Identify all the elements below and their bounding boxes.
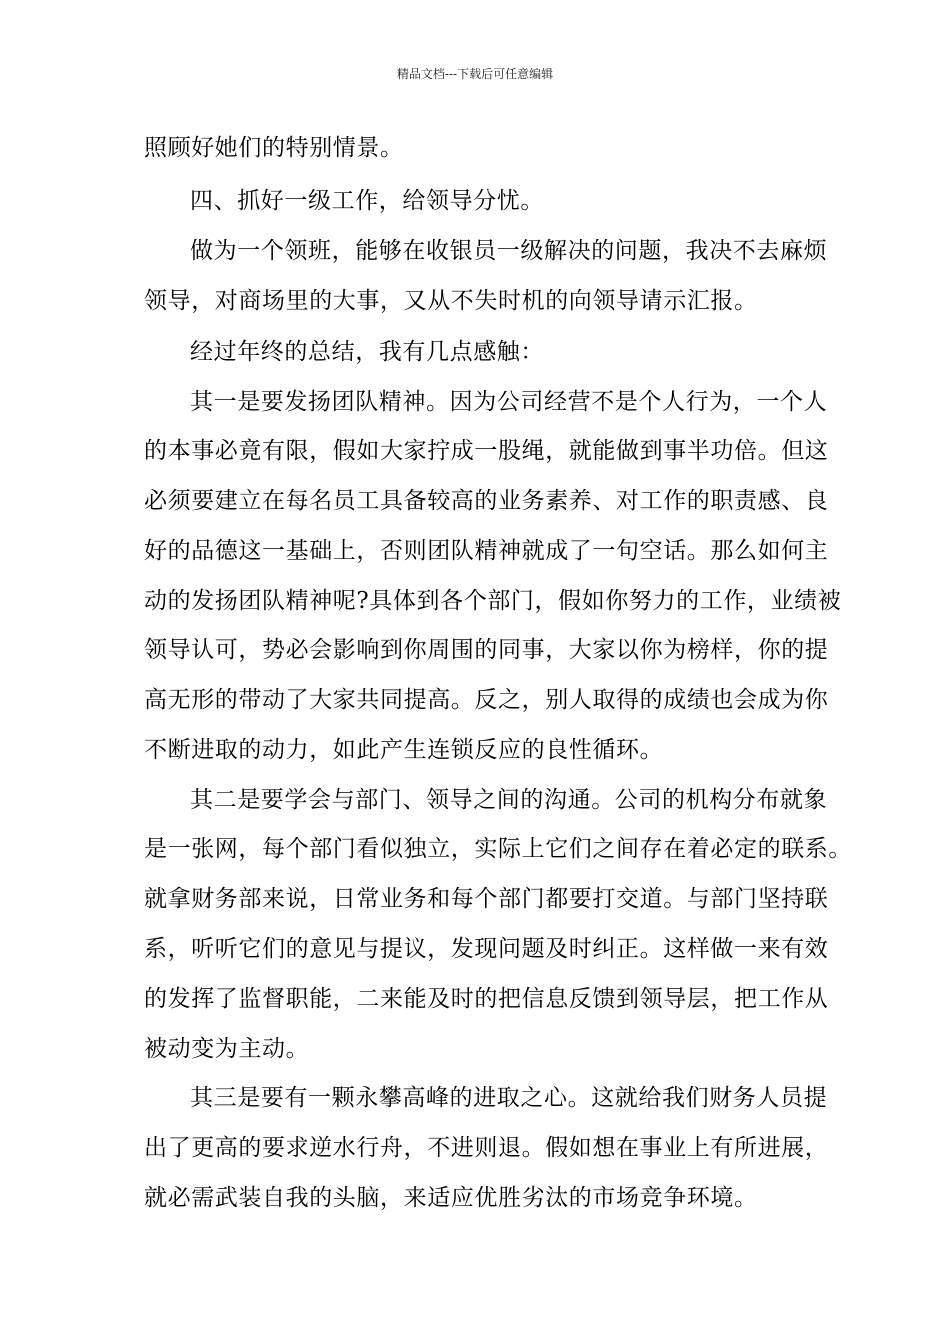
text-line: 领导，对商场里的大事，又从不失时机的向领导请示汇报。	[144, 288, 758, 314]
text-line: 好的品德这一基础上，否则团队精神就成了一句空话。那么如何主	[144, 538, 829, 564]
page-header: 精品文档---下载后可任意编辑	[396, 67, 554, 81]
text-line: 被动变为主动。	[144, 1036, 310, 1062]
text-line: 的发挥了监督职能，二来能及时的把信息反馈到领导层，把工作从	[144, 986, 829, 1012]
text-line: 出了更高的要求逆水行舟，不进则退。假如想在事业上有所进展，	[144, 1135, 829, 1161]
text-line: 就拿财务部来说，日常业务和每个部门都要打交道。与部门坚持联	[144, 886, 829, 912]
text-line: 的本事必竟有限，假如大家拧成一股绳，就能做到事半功倍。但这	[144, 438, 829, 464]
paragraph-first-line: 其三是要有一颗永攀高峰的进取之心。这就给我们财务人员提	[190, 1085, 828, 1111]
section-heading: 四、抓好一级工作，给领导分忧。	[190, 188, 544, 214]
text-line: 不断进取的动力，如此产生连锁反应的良性循环。	[144, 737, 664, 763]
text-line: 领导认可，势必会影响到你周围的同事，大家以你为榜样，你的提	[144, 637, 829, 663]
text-line: 动的发扬团队精神呢?具体到各个部门，假如你努力的工作，业绩被	[144, 588, 842, 614]
text-line: 就必需武装自我的头脑，来适应优胜劣汰的市场竞争环境。	[144, 1185, 758, 1211]
paragraph-first-line: 其二是要学会与部门、领导之间的沟通。公司的机构分布就象	[190, 787, 828, 813]
text-line: 必须要建立在每名员工具备较高的业务素养、对工作的职责感、良	[144, 488, 829, 514]
text-line: 是一张网，每个部门看似独立，实际上它们之间存在着必定的联系。	[144, 836, 852, 862]
text-line: 系，听听它们的意见与提议，发现问题及时纠正。这样做一来有效	[144, 936, 829, 962]
text-line: 照顾好她们的特别情景。	[144, 135, 404, 161]
text-line: 高无形的带动了大家共同提高。反之，别人取得的成绩也会成为你	[144, 687, 829, 713]
paragraph-first-line: 做为一个领班，能够在收银员一级解决的问题，我决不去麻烦	[190, 238, 828, 264]
paragraph-first-line: 经过年终的总结，我有几点感触：	[190, 339, 544, 365]
paragraph-first-line: 其一是要发扬团队精神。因为公司经营不是个人行为，一个人	[190, 389, 828, 415]
